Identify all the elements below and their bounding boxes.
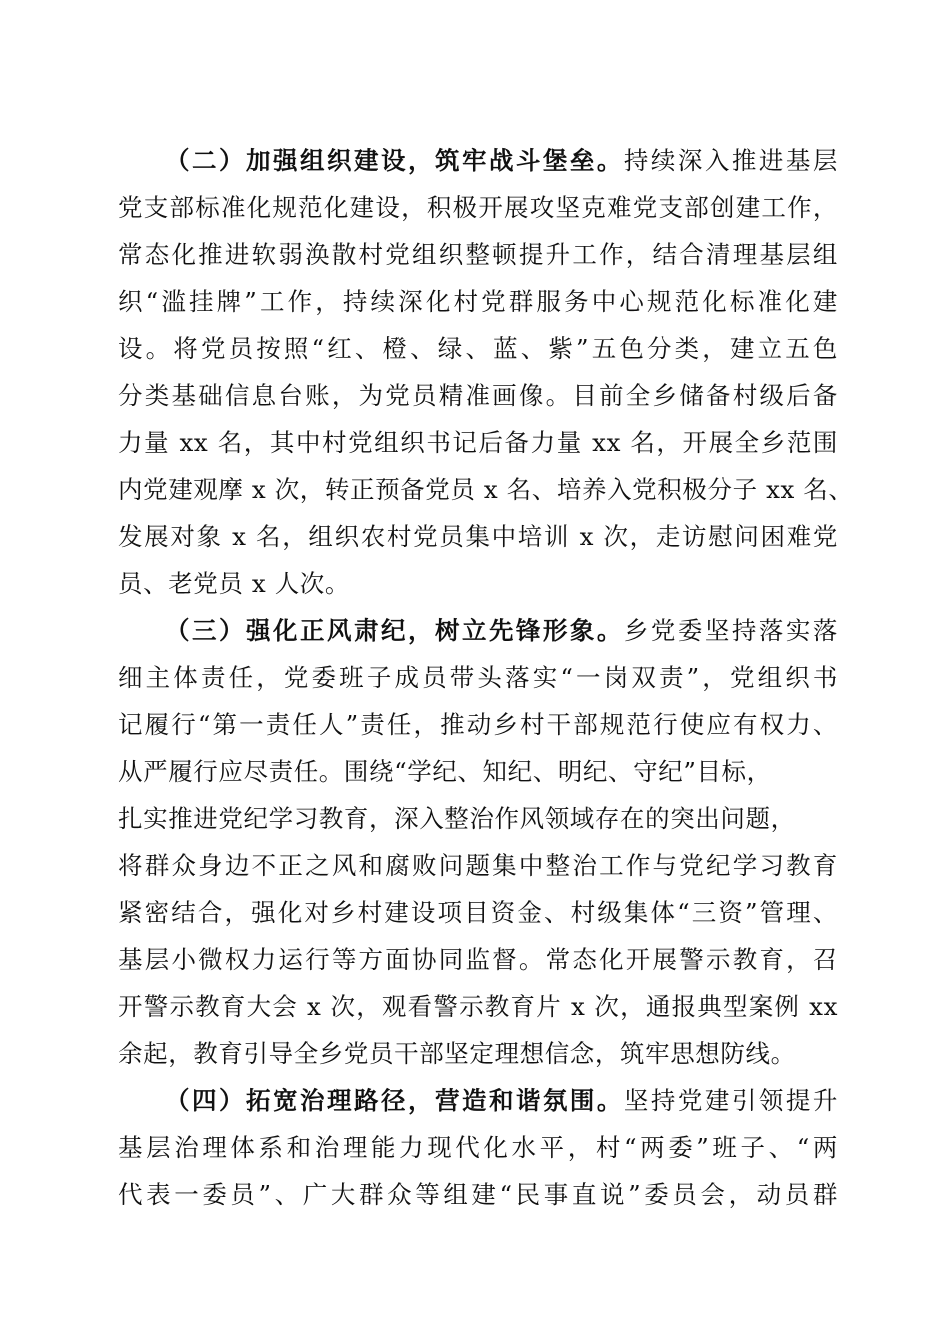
paragraph-3-line-5: 扎实推进党纪学习教育，深入整治作风领域存在的突出问题， [118,804,796,833]
paragraph-3-line-8: 基层小微权力运行等方面协同监督。常态化开展警示教育，召 [118,945,838,974]
paragraph-2-line-3: 常态化推进软弱涣散村党组织整顿提升工作，结合清理基层组 [118,240,838,269]
paragraph-4-line-1 [165,1085,838,1117]
paragraph-3-line-1 [165,615,838,647]
paragraph-3-line-4: 从严履行应尽责任。围绕“学纪、知纪、明纪、守纪”目标， [118,757,772,786]
paragraph-3-line-2: 细主体责任，党委班子成员带头落实“一岗双责”，党组织书 [118,663,838,692]
paragraph-2-line-9: 发展对象 x 名，组织农村党员集中培训 x 次，走访慰问困难党 [118,522,838,551]
paragraph-4-line-3: 代表一委员”、广大群众等组建“民事直说”委员会，动员群 [118,1180,838,1209]
paragraph-3-line-6: 将群众身边不正之风和腐败问题集中整治工作与党纪学习教育 [118,851,838,880]
paragraph-2-line-2: 党支部标准化规范化建设，积极开展攻坚克难党支部创建工作， [118,193,838,222]
paragraph-2-line-7: 力量 xx 名，其中村党组织书记后备力量 xx 名，开展全乡范围 [118,428,838,457]
paragraph-3-line-3: 记履行“第一责任人”责任，推动乡村干部规范行使应有权力、 [118,710,838,739]
paragraph-3-line-9: 开警示教育大会 x 次，观看警示教育片 x 次，通报典型案例 xx [118,992,838,1021]
paragraph-2-line-4: 织“滥挂牌”工作，持续深化村党群服务中心规范化标准化建 [118,287,838,316]
paragraph-2-heading: （二）加强组织建设，筑牢战斗堡垒。 [165,146,624,175]
paragraph-2-text: 持续深入推进基层 [623,146,838,175]
paragraph-3-line-10: 余起，教育引导全乡党员干部坚定理想信念，筑牢思想防线。 [118,1039,796,1068]
paragraph-3-text: 乡党委坚持落实落 [623,616,838,645]
paragraph-4-text: 坚持党建引领提升 [623,1086,838,1115]
paragraph-4-line-2: 基层治理体系和治理能力现代化水平，村“两委”班子、“两 [118,1133,838,1162]
paragraph-2-line-8: 内党建观摩 x 次，转正预备党员 x 名、培养入党积极分子 xx 名、 [118,475,854,504]
paragraph-2-line-6: 分类基础信息台账，为党员精准画像。目前全乡储备村级后备 [118,381,838,410]
paragraph-4-heading: （四）拓宽治理路径，营造和谐氛围。 [165,1086,624,1115]
paragraph-2-line-10: 员、老党员 x 人次。 [118,569,350,598]
paragraph-2-line-1 [165,145,838,177]
paragraph-3-heading: （三）强化正风肃纪，树立先锋形象。 [165,616,624,645]
paragraph-3-line-7: 紧密结合，强化对乡村建设项目资金、村级集体“三资”管理、 [118,898,838,927]
paragraph-2-line-5: 设。将党员按照“红、橙、绿、蓝、紫”五色分类，建立五色 [118,334,838,363]
